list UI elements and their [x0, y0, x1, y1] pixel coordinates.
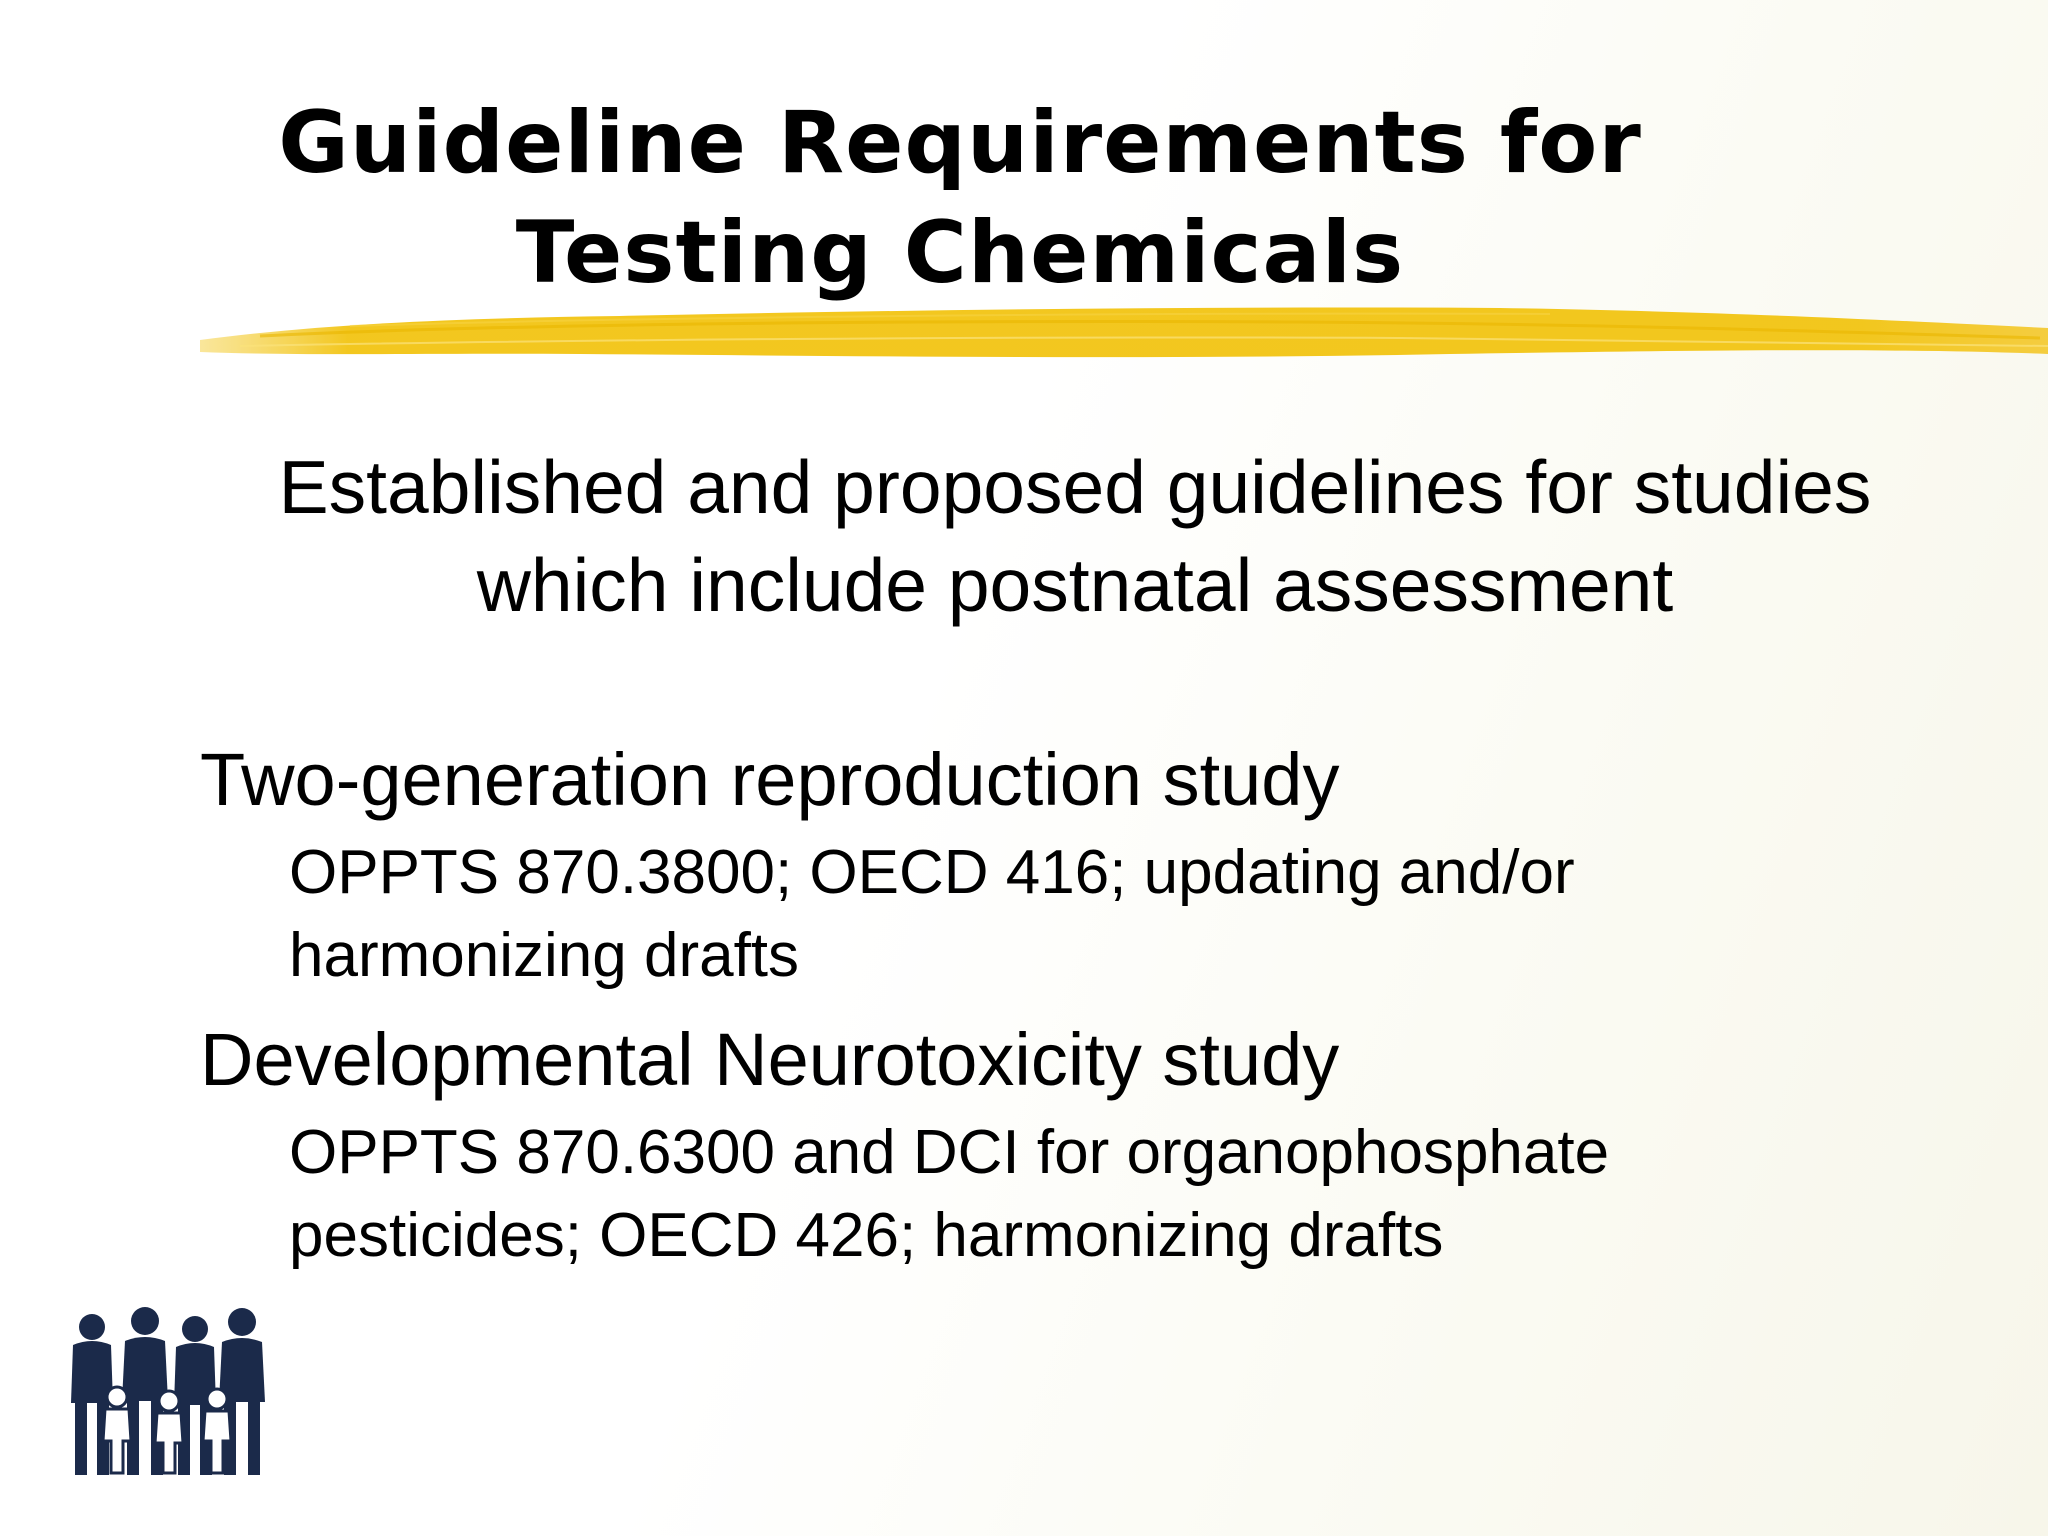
study-guidelines-line-2: harmonizing drafts	[289, 921, 800, 990]
intro-line-2: which include postnatal assessment	[476, 543, 1674, 627]
slide-title	[0, 88, 1900, 308]
study-title: Developmental Neurotoxicity study	[200, 1018, 1340, 1101]
slide-title-line-2: Testing Chemicals	[515, 203, 1405, 303]
highlighter-stroke	[200, 296, 2048, 376]
list-item	[200, 735, 2000, 997]
study-list	[200, 735, 2000, 1287]
study-guidelines-line-1: OPPTS 870.6300 and DCI for organophosphate	[289, 1118, 1610, 1187]
list-item	[200, 1015, 2000, 1277]
family-figures-icon	[65, 1305, 265, 1480]
study-guidelines-line-2: pesticides; OECD 426; harmonizing drafts	[289, 1201, 1444, 1270]
study-guidelines	[289, 1111, 1889, 1277]
study-guidelines-line-1: OPPTS 870.3800; OECD 416; updating and/or	[289, 838, 1575, 907]
study-title: Two-generation reproduction study	[200, 738, 1340, 821]
slide-title-line-1: Guideline Requirements for	[278, 93, 1642, 193]
intro-text	[150, 438, 2000, 634]
study-guidelines	[289, 831, 1889, 997]
intro-line-1: Established and proposed guidelines for studies	[278, 445, 1872, 529]
